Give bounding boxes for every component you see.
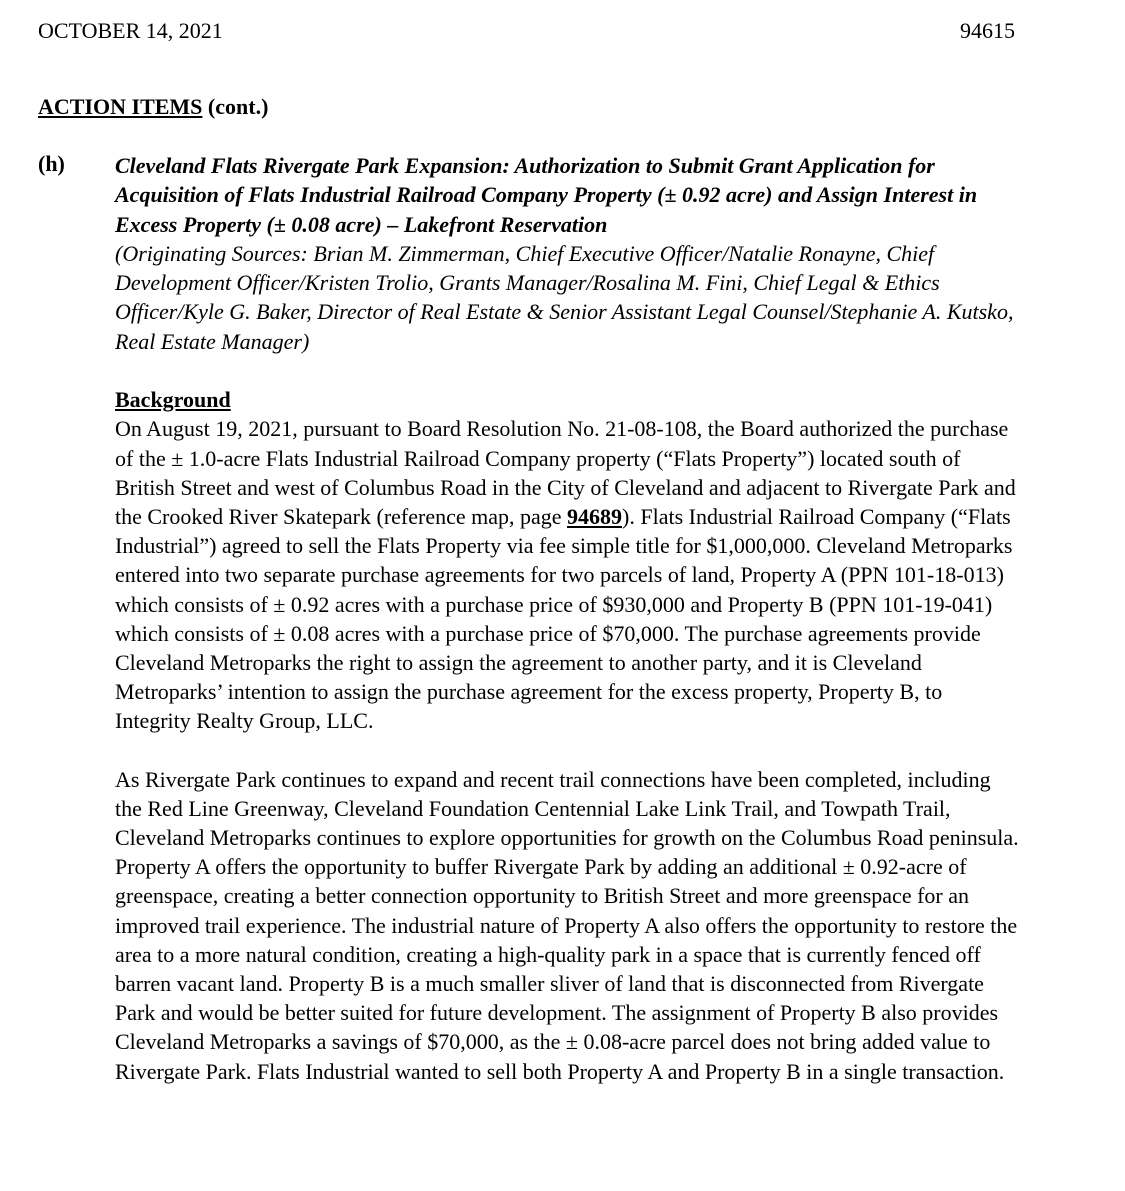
originating-sources: (Originating Sources: Brian M. Zimmerman, Chief Executive Officer/Natalie Ronayne, Chief Development Officer/Kristen Trolio, Grants Manager/Rosalina M. Fini, Chief Legal & Ethics Officer/Kyle G. Baker, Director of Real Estate & Senior Assistant Legal Counsel/Stephanie A. Kutsko, Real Estate Manager) bbox=[115, 240, 1014, 354]
header-date: OCTOBER 14, 2021 bbox=[38, 18, 223, 43]
background-paragraph-1 bbox=[115, 414, 1020, 735]
page-number: 94615 bbox=[960, 18, 1015, 43]
action-item bbox=[38, 151, 1098, 1086]
item-letter: (h) bbox=[38, 151, 65, 176]
paragraph-1-text-b: ). Flats Industrial Railroad Company (“Flats Industrial”) agreed to sell the Flats Property via fee simple title for $1,000,000. Cleveland Metroparks entered into two separate purchase agreements for two parcels of land, Property A (PPN 101-18-013) which consists of ± 0.92 acres with a purchase price of $930,000 and Property B (PPN 101-19-041) which consists of ± 0.08 acres with a purchase price of $70,000. The purchase agreements provide Cleveland Metroparks the right to assign the agreement to another party, and it is Cleveland Metroparks’ intention to assign the purchase agreement for the excess property, Property B, to Integrity Realty Group, LLC. bbox=[115, 503, 1013, 734]
paragraph-1-text-a: On August 19, 2021, pursuant to Board Resolution No. 21-08-108, the Board authorized the purchase of the ± 1.0-acre Flats Industrial Railroad Company property (“Flats Property”) located south of British Street and west of Columbus Road in the City of Cleveland and adjacent to Rivergate Park and the Crooked River Skatepark (reference map, page bbox=[115, 416, 1016, 529]
item-title: Cleveland Flats Rivergate Park Expansion: Authorization to Submit Grant Application for Acquisition of Flats Industrial Railroad Company Property (± 0.92 acre) and Assign Interest in Excess Property (± 0.08 acre) – Lakefront Reservation bbox=[115, 153, 978, 237]
section-title bbox=[38, 94, 268, 120]
background-paragraph-2: As Rivergate Park continues to expand and recent trail connections have been completed, including the Red Line Greenway, Cleveland Foundation Centennial Lake Link Trail, and Towpath Trail, Cleveland Metroparks continues to explore opportunities for growth on the Columbus Road peninsula. Property A offers the opportunity to buffer Rivergate Park by adding an additional ± 0.92-acre of greenspace, creating a better connection opportunity to British Street and more greenspace for an improved trail experience. The industrial nature of Property A also offers the opportunity to restore the area to a more natural condition, creating a high-quality park in a space that is currently fenced off barren vacant land. Property B is a much smaller sliver of land that is disconnected from Rivergate Park and would be better suited for future development. The assignment of Property B also provides Cleveland Metroparks a savings of $70,000, as the ± 0.08-acre parcel does not bring added value to Rivergate Park. Flats Industrial wanted to sell both Property A and Property B in a single transaction. bbox=[115, 766, 1019, 1084]
background-heading: Background bbox=[115, 387, 231, 413]
section-title-text: ACTION ITEMS bbox=[38, 94, 203, 119]
item-body bbox=[115, 151, 1020, 1086]
section-title-suffix: (cont.) bbox=[202, 94, 269, 119]
map-page-reference: 94689 bbox=[567, 503, 623, 529]
